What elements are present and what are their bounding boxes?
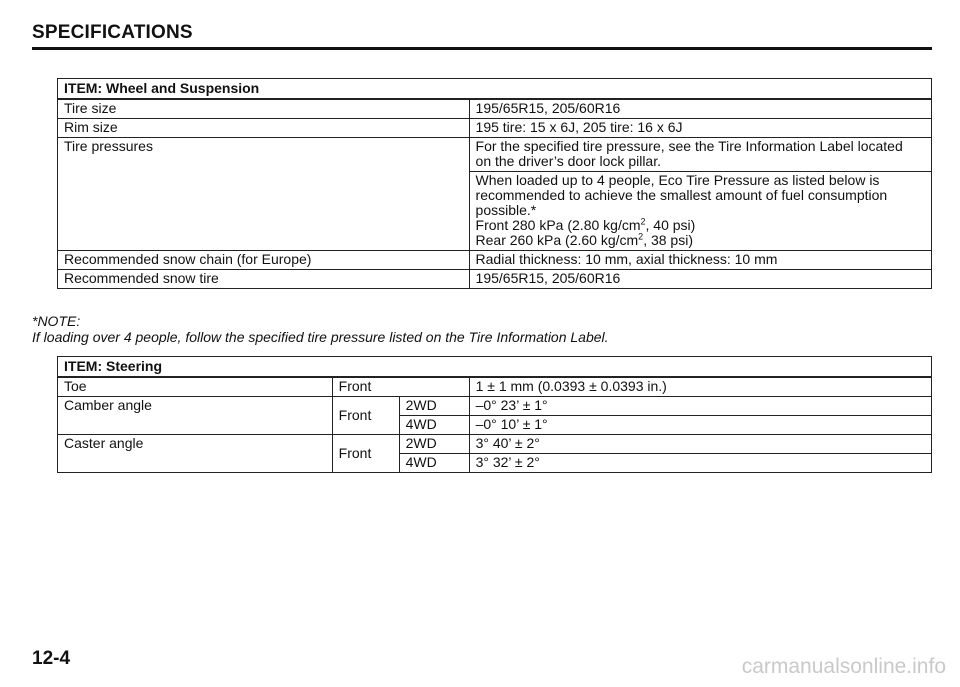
eco-tire-pressure-cell [469, 172, 931, 251]
position-cell: Front [332, 435, 399, 473]
table-row [58, 99, 932, 119]
tire-pressure-label-cell [469, 138, 931, 172]
table-row [58, 119, 932, 138]
table-heading-row [58, 357, 932, 378]
note [32, 313, 609, 345]
item-cell: Rim size [58, 119, 470, 138]
table-heading-row [58, 79, 932, 100]
value-cell: –0° 23’ ± 1° [469, 397, 931, 416]
value-cell: 3° 32’ ± 2° [469, 454, 931, 473]
table-row [58, 435, 932, 454]
note-label: *NOTE: [32, 313, 81, 329]
value-line: recommended to achieve the smallest amount of fuel consumption [475, 187, 888, 203]
page-number: 12-4 [32, 648, 71, 669]
drive-cell: 4WD [399, 454, 469, 473]
value-line: When loaded up to 4 people, Eco Tire Pressure as listed below is [475, 172, 880, 188]
drive-cell: 2WD [399, 435, 469, 454]
value-cell: 3° 40’ ± 2° [469, 435, 931, 454]
page-title: SPECIFICATIONS [32, 22, 193, 43]
item-cell: Tire size [58, 99, 470, 119]
rear-pressure-line: Rear 260 kPa (2.60 $kg/cm^2$, 38 psi) [475, 231, 693, 248]
table-row [58, 251, 932, 270]
wheel-table-heading: ITEM: Wheel and Suspension [58, 79, 932, 100]
note-text: If loading over 4 people, follow the specified tire pressure listed on the Tire Information Label. [32, 329, 609, 345]
title-rule [32, 47, 932, 50]
item-cell: Recommended snow tire [58, 270, 470, 289]
item-cell: Toe [58, 377, 333, 397]
item-cell: Recommended snow chain (for Europe) [58, 251, 470, 270]
watermark: carmanualsonline.info [741, 655, 946, 678]
item-cell: Caster angle [58, 435, 333, 473]
value-line: For the specified tire pressure, see the Tire Information Label located [475, 138, 903, 154]
value-cell: 195/65R15, 205/60R16 [469, 270, 931, 289]
item-cell: Tire pressures [58, 138, 470, 251]
value-cell: 195/65R15, 205/60R16 [469, 99, 931, 119]
drive-cell: 2WD [399, 397, 469, 416]
steering-table [57, 356, 932, 473]
position-cell: Front [332, 377, 469, 397]
position-cell: Front [332, 397, 399, 435]
front-pressure-line: Front 280 kPa (2.80 $kg/cm^2$, 40 psi) [475, 216, 696, 233]
steering-table-heading: ITEM: Steering [58, 357, 932, 378]
drive-cell: 4WD [399, 416, 469, 435]
item-cell: Camber angle [58, 397, 333, 435]
table-row [58, 377, 932, 397]
wheel-suspension-table [57, 78, 932, 289]
value-line: on the driver’s door lock pillar. [475, 153, 661, 169]
value-cell: 1 ± 1 mm (0.0393 ± 0.0393 in.) [469, 377, 931, 397]
value-cell: –0° 10’ ± 1° [469, 416, 931, 435]
value-cell: Radial thickness: 10 mm, axial thickness: 10 mm [469, 251, 931, 270]
value-line: possible.* [475, 202, 537, 218]
table-row [58, 270, 932, 289]
table-row [58, 397, 932, 416]
table-row [58, 138, 932, 172]
value-cell: 195 tire: 15 x 6J, 205 tire: 16 x 6J [469, 119, 931, 138]
